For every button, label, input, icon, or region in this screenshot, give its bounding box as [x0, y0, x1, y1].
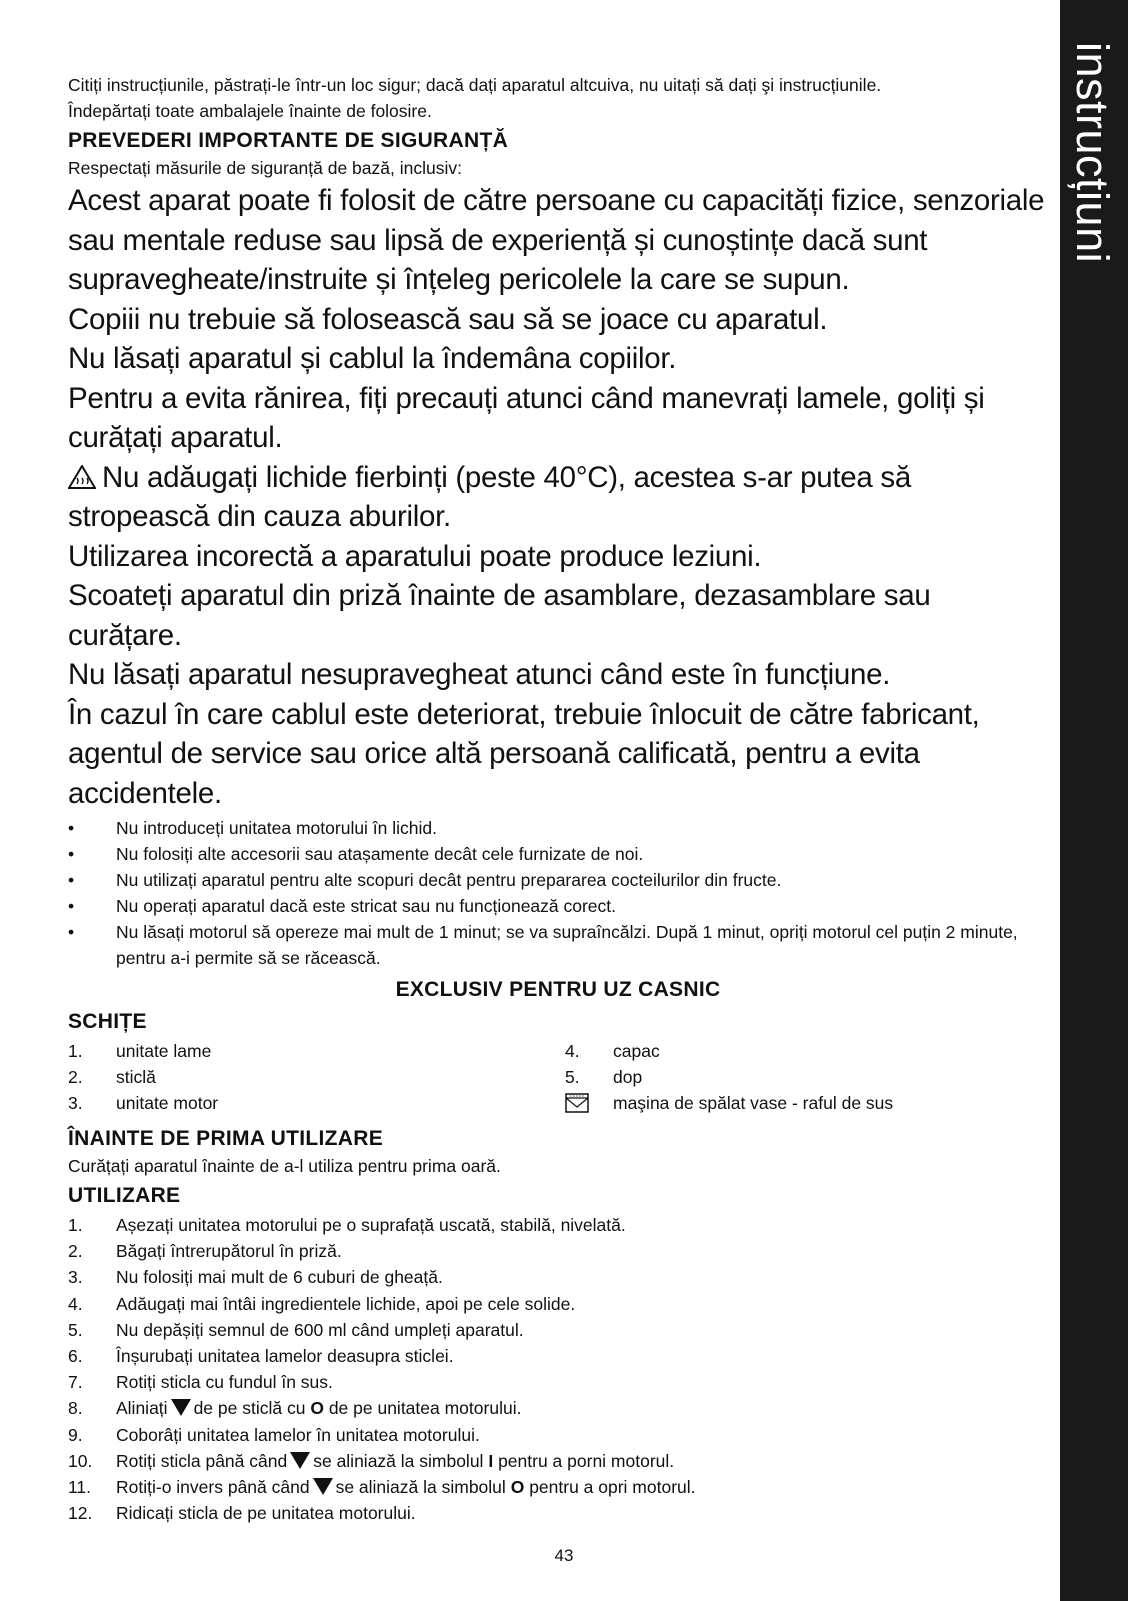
safety-paragraph: [68, 458, 1048, 537]
usage-heading: UTILIZARE: [68, 1184, 181, 1207]
list-item: 1. Așezați unitatea motorului pe o suprafață uscată, stabilă, nivelată.: [68, 1215, 626, 1235]
safety-paragraph: Nu lăsați aparatul și cablul la îndemâna copiilor.: [68, 342, 677, 375]
safety-large-text: [68, 181, 1048, 813]
list-item: • Nu utilizați aparatul pentru alte scopuri decât pentru prepararea cocteilurilor din fructe.: [68, 870, 782, 890]
list-item: • Nu introduceți unitatea motorului în lichid.: [68, 818, 438, 838]
safety-paragraph: În cazul în care cablul este deteriorat, trebuie înlocuit de către fabricant, agentul de service sau orice altă persoană calificată, pentru a evita accidentele.: [68, 697, 980, 810]
off-symbol: O: [310, 1398, 324, 1419]
page-number: 43: [554, 1546, 574, 1565]
list-item: 7. Rotiți sticla cu fundul în sus.: [68, 1372, 333, 1393]
safety-paragraph-text: Nu adăugați lichide fierbinți (peste 40°C), acestea s-ar putea să stropească din cauza aburilor.: [68, 460, 911, 533]
list-item: 5. dop: [565, 1067, 643, 1087]
list-item: 6. Înșurubați unitatea lamelor deasupra sticlei.: [68, 1346, 454, 1367]
list-item: 10. Rotiți sticla până când se aliniază la simbolul I pentru a porni motorul.: [68, 1450, 675, 1471]
intro-line: Citiți instrucțiunile, păstrați-le într-un loc sigur; dacă dați aparatul altcuiva, nu uitați să dați şi instrucțiunile.: [68, 75, 882, 95]
safety-subheading: Respectați măsurile de siguranță de bază, inclusiv:: [68, 158, 462, 178]
down-triangle-icon: [290, 1452, 310, 1469]
household-use-heading: EXCLUSIV PENTRU UZ CASNIC: [395, 978, 721, 1001]
safety-paragraph: Acest aparat poate fi folosit de către persoane cu capacități fizice, senzoriale sau mentale reduse sau lipsă de experiență și cunoștințe dacă sunt supravegheate/instruite și înțeleg pericolele la care se supun.: [68, 184, 1045, 296]
safety-paragraph: Nu lăsați aparatul nesupravegheat atunci când este în funcțiune.: [68, 658, 891, 691]
list-item: • Nu operați aparatul dacă este stricat sau nu funcționează corect.: [68, 896, 617, 916]
safety-heading: PREVEDERI IMPORTANTE DE SIGURANȚĂ: [68, 129, 509, 152]
parts-list: [68, 1038, 1048, 1122]
off-symbol: O: [510, 1477, 525, 1498]
list-item: 8. Aliniați de pe sticlă cu O de pe unitatea motorului.: [68, 1398, 522, 1419]
list-item: 11. Rotiți-o invers până când se aliniază la simbolul O pentru a opri motorul.: [68, 1477, 696, 1498]
list-item: 1. unitate lame: [68, 1041, 212, 1061]
list-item: 5. Nu depășiți semnul de 600 ml când umpleți aparatul.: [68, 1319, 524, 1340]
parts-column-right: [565, 1038, 893, 1116]
down-triangle-icon: [313, 1478, 333, 1495]
list-item: 4. capac: [565, 1041, 660, 1061]
schite-heading: SCHIȚE: [68, 1010, 147, 1033]
list-item: 4. Adăugați mai întâi ingredientele lichide, apoi pe cele solide.: [68, 1293, 576, 1314]
safety-paragraph: Copiii nu trebuie să folosească sau să se joace cu aparatul.: [68, 302, 828, 336]
safety-paragraph: Scoateți aparatul din priză înainte de asamblare, dezasamblare sau curățare.: [68, 579, 931, 652]
safety-paragraph: Pentru a evita rănirea, fiți precauți atunci când manevrați lamele, goliți și curățați aparatul.: [68, 381, 985, 454]
list-item: 3. Nu folosiți mai mult de 6 cuburi de gheață.: [68, 1267, 443, 1288]
page-content: [68, 72, 1048, 1526]
hot-surface-warning-icon: [68, 465, 96, 489]
list-item: maşina de spălat vase - raful de sus: [565, 1090, 893, 1116]
before-first-use-text: Curățați aparatul înainte de a-l utiliza pentru prima oară.: [68, 1156, 501, 1176]
safety-paragraph: Utilizarea incorectă a aparatului poate produce leziuni.: [68, 539, 762, 573]
intro-line: Îndepărtați toate ambalajele înainte de folosire.: [68, 101, 432, 121]
list-item: 12. Ridicați sticla de pe unitatea motorului.: [68, 1503, 416, 1524]
usage-steps: [68, 1212, 1048, 1526]
list-item: 9. Coborâți unitatea lamelor în unitatea motorului.: [68, 1424, 480, 1445]
on-symbol: I: [488, 1450, 494, 1471]
before-first-use-heading: ÎNAINTE DE PRIMA UTILIZARE: [68, 1127, 384, 1150]
list-item: 3. unitate motor: [68, 1093, 219, 1113]
parts-column-left: [68, 1038, 218, 1116]
list-item: 2. sticlă: [68, 1067, 156, 1087]
list-item: • Nu folosiți alte accesorii sau atașamente decât cele furnizate de noi.: [68, 844, 644, 864]
list-item: 2. Băgați întrerupătorul în priză.: [68, 1241, 342, 1262]
safety-bullet-list: [68, 815, 1048, 971]
list-item: • Nu lăsați motorul să opereze mai mult de 1 minut; se va supraîncălzi. După 1 minut, opriți motorul cel puțin 2 minute, pentru a-i permite să se răcească.: [68, 922, 1018, 968]
down-triangle-icon: [171, 1399, 191, 1416]
dishwasher-icon: [565, 1093, 589, 1113]
